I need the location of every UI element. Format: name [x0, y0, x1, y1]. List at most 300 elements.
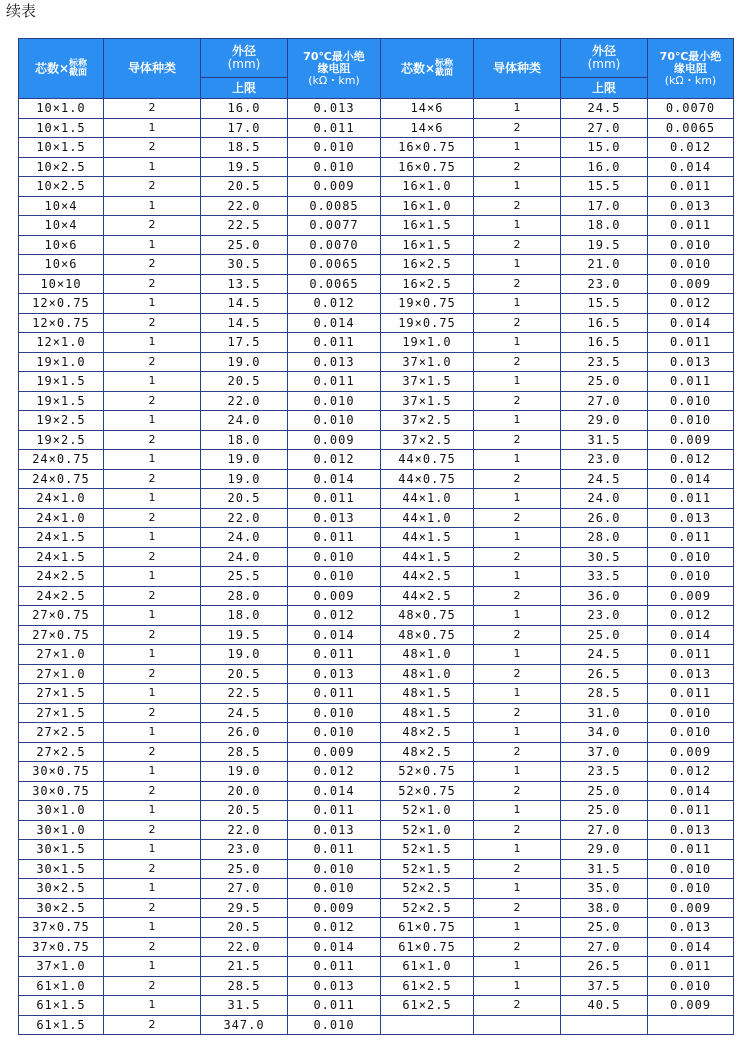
right-cell: 2 [474, 859, 561, 879]
header-spec: 芯数×标称 截面 [19, 39, 104, 99]
left-cell: 2 [104, 859, 201, 879]
left-cell: 1 [104, 528, 201, 548]
right-cell: 1 [474, 801, 561, 821]
table-row [19, 450, 734, 470]
table-row [19, 684, 734, 704]
left-cell: 20.0 [201, 781, 288, 801]
left-cell: 1 [104, 606, 201, 626]
right-cell: 52×2.5 [381, 898, 474, 918]
right-cell: 1 [474, 723, 561, 743]
left-cell: 14.5 [201, 313, 288, 333]
left-cell: 0.012 [288, 762, 381, 782]
right-cell: 2 [474, 274, 561, 294]
left-cell: 1 [104, 118, 201, 138]
right-cell: 25.0 [561, 801, 648, 821]
right-cell: 15.5 [561, 294, 648, 314]
header-spec-right: 芯数×标称 截面 [381, 39, 474, 99]
right-cell: 0.0070 [648, 99, 734, 119]
table-row [19, 99, 734, 119]
table-row [19, 235, 734, 255]
left-cell: 30.5 [201, 255, 288, 275]
left-cell: 17.0 [201, 118, 288, 138]
right-cell: 27.0 [561, 391, 648, 411]
left-cell: 0.009 [288, 742, 381, 762]
left-cell: 27×0.75 [19, 606, 104, 626]
right-cell: 1 [474, 489, 561, 509]
right-cell: 25.0 [561, 625, 648, 645]
left-cell: 0.013 [288, 352, 381, 372]
left-cell: 19×1.5 [19, 391, 104, 411]
right-cell: 44×2.5 [381, 567, 474, 587]
table-row [19, 411, 734, 431]
right-cell: 1 [474, 918, 561, 938]
left-cell: 18.5 [201, 138, 288, 158]
left-cell: 347.0 [201, 1015, 288, 1035]
right-cell [561, 1015, 648, 1035]
left-cell: 30×1.0 [19, 820, 104, 840]
left-cell: 0.010 [288, 723, 381, 743]
right-cell: 21.0 [561, 255, 648, 275]
right-cell: 44×1.5 [381, 547, 474, 567]
left-cell: 0.0070 [288, 235, 381, 255]
table-row [19, 664, 734, 684]
right-cell: 28.0 [561, 528, 648, 548]
header-ir-right: 70℃最小绝 缘电阻 (kΩ・km) [648, 39, 734, 99]
left-cell: 0.010 [288, 879, 381, 899]
right-cell: 48×1.5 [381, 684, 474, 704]
right-cell: 0.010 [648, 567, 734, 587]
left-cell: 2 [104, 138, 201, 158]
right-cell: 0.012 [648, 762, 734, 782]
table-row [19, 274, 734, 294]
left-cell: 0.010 [288, 703, 381, 723]
right-cell: 0.009 [648, 742, 734, 762]
right-cell: 1 [474, 99, 561, 119]
right-cell: 19×1.0 [381, 333, 474, 353]
left-cell: 0.010 [288, 391, 381, 411]
right-cell: 0.013 [648, 918, 734, 938]
left-cell: 19.5 [201, 625, 288, 645]
right-cell: 16×1.0 [381, 196, 474, 216]
table-row [19, 352, 734, 372]
right-cell: 48×1.0 [381, 664, 474, 684]
right-cell: 0.011 [648, 840, 734, 860]
right-cell: 2 [474, 742, 561, 762]
right-cell: 35.0 [561, 879, 648, 899]
left-cell: 1 [104, 762, 201, 782]
left-cell: 1 [104, 723, 201, 743]
left-cell: 24×1.5 [19, 547, 104, 567]
left-cell: 22.0 [201, 508, 288, 528]
left-cell: 0.012 [288, 294, 381, 314]
header-od-right: 外径 (mm) [561, 39, 648, 78]
left-cell: 0.013 [288, 99, 381, 119]
left-cell: 27×1.0 [19, 664, 104, 684]
right-cell: 2 [474, 898, 561, 918]
left-cell: 19.0 [201, 450, 288, 470]
left-cell: 1 [104, 684, 201, 704]
right-cell: 0.011 [648, 645, 734, 665]
right-cell: 0.014 [648, 781, 734, 801]
table-row [19, 723, 734, 743]
left-cell: 22.0 [201, 820, 288, 840]
right-cell: 34.0 [561, 723, 648, 743]
right-cell: 16×0.75 [381, 157, 474, 177]
right-cell: 0.012 [648, 294, 734, 314]
right-cell: 31.5 [561, 430, 648, 450]
table-row [19, 937, 734, 957]
left-cell: 0.011 [288, 684, 381, 704]
table-row [19, 762, 734, 782]
right-cell [381, 1015, 474, 1035]
right-cell: 52×1.0 [381, 801, 474, 821]
table-row [19, 859, 734, 879]
right-cell: 0.010 [648, 255, 734, 275]
left-cell: 0.010 [288, 157, 381, 177]
right-cell: 1 [474, 177, 561, 197]
table-row [19, 372, 734, 392]
left-cell: 1 [104, 196, 201, 216]
right-cell: 2 [474, 820, 561, 840]
left-cell: 16.0 [201, 99, 288, 119]
right-cell: 52×1.0 [381, 820, 474, 840]
right-cell: 37×2.5 [381, 430, 474, 450]
left-cell: 24×1.0 [19, 489, 104, 509]
left-cell: 1 [104, 567, 201, 587]
left-cell: 0.010 [288, 1015, 381, 1035]
left-cell: 2 [104, 937, 201, 957]
right-cell: 1 [474, 216, 561, 236]
right-cell: 19×0.75 [381, 313, 474, 333]
left-cell: 26.0 [201, 723, 288, 743]
right-cell: 16.5 [561, 313, 648, 333]
right-cell: 48×2.5 [381, 723, 474, 743]
left-cell: 30×0.75 [19, 781, 104, 801]
left-cell: 24×0.75 [19, 450, 104, 470]
left-cell: 25.5 [201, 567, 288, 587]
right-cell: 1 [474, 606, 561, 626]
left-cell: 0.010 [288, 547, 381, 567]
left-cell: 27×2.5 [19, 742, 104, 762]
left-cell: 0.009 [288, 177, 381, 197]
right-cell: 0.010 [648, 879, 734, 899]
left-cell: 2 [104, 976, 201, 996]
left-cell: 22.5 [201, 216, 288, 236]
right-cell: 1 [474, 957, 561, 977]
right-cell: 16×0.75 [381, 138, 474, 158]
table-row [19, 508, 734, 528]
left-cell: 0.011 [288, 528, 381, 548]
left-cell: 0.014 [288, 781, 381, 801]
left-cell: 13.5 [201, 274, 288, 294]
right-cell: 0.011 [648, 489, 734, 509]
table-row [19, 118, 734, 138]
left-cell: 1 [104, 996, 201, 1016]
right-cell: 24.5 [561, 645, 648, 665]
left-cell: 30×1.5 [19, 840, 104, 860]
table-row [19, 255, 734, 275]
right-cell: 0.009 [648, 430, 734, 450]
table-row [19, 489, 734, 509]
left-cell: 0.010 [288, 411, 381, 431]
right-cell: 52×1.5 [381, 859, 474, 879]
right-cell: 16×1.5 [381, 216, 474, 236]
table-row [19, 976, 734, 996]
left-cell: 25.0 [201, 235, 288, 255]
table-row [19, 430, 734, 450]
right-cell: 23.5 [561, 762, 648, 782]
right-cell: 2 [474, 781, 561, 801]
right-cell: 0.009 [648, 274, 734, 294]
left-cell: 24.5 [201, 703, 288, 723]
right-cell: 52×0.75 [381, 781, 474, 801]
left-cell: 0.014 [288, 469, 381, 489]
left-cell: 19.5 [201, 157, 288, 177]
left-cell: 37×0.75 [19, 918, 104, 938]
header-ir: 70℃最小绝 缘电阻 (kΩ・km) [288, 39, 381, 99]
table-row [19, 528, 734, 548]
table-row [19, 567, 734, 587]
left-cell: 19×2.5 [19, 430, 104, 450]
right-cell: 44×0.75 [381, 469, 474, 489]
header-od: 外径 (mm) [201, 39, 288, 78]
table-row [19, 606, 734, 626]
right-cell: 40.5 [561, 996, 648, 1016]
right-cell: 48×0.75 [381, 625, 474, 645]
left-cell: 0.012 [288, 918, 381, 938]
left-cell: 30×0.75 [19, 762, 104, 782]
left-cell: 27×1.0 [19, 645, 104, 665]
left-cell: 12×0.75 [19, 294, 104, 314]
left-cell: 21.5 [201, 957, 288, 977]
right-cell: 0.014 [648, 937, 734, 957]
left-cell: 24×1.0 [19, 508, 104, 528]
left-cell: 2 [104, 820, 201, 840]
left-cell: 0.014 [288, 937, 381, 957]
right-cell: 1 [474, 528, 561, 548]
left-cell: 0.014 [288, 313, 381, 333]
right-cell: 2 [474, 196, 561, 216]
right-cell: 0.009 [648, 586, 734, 606]
left-cell: 20.5 [201, 372, 288, 392]
right-cell: 48×1.5 [381, 703, 474, 723]
table-row [19, 918, 734, 938]
left-cell: 10×6 [19, 235, 104, 255]
left-cell: 10×1.5 [19, 118, 104, 138]
left-cell: 1 [104, 840, 201, 860]
left-cell: 0.0085 [288, 196, 381, 216]
left-cell: 2 [104, 274, 201, 294]
right-cell: 48×1.0 [381, 645, 474, 665]
left-cell: 0.011 [288, 840, 381, 860]
left-cell: 29.5 [201, 898, 288, 918]
right-cell: 18.0 [561, 216, 648, 236]
right-cell: 0.010 [648, 411, 734, 431]
left-cell: 2 [104, 1015, 201, 1035]
right-cell [474, 1015, 561, 1035]
right-cell: 2 [474, 430, 561, 450]
right-cell: 0.010 [648, 547, 734, 567]
left-cell: 24×2.5 [19, 586, 104, 606]
left-cell: 14.5 [201, 294, 288, 314]
left-cell: 27×0.75 [19, 625, 104, 645]
left-cell: 1 [104, 235, 201, 255]
right-cell: 26.5 [561, 957, 648, 977]
left-cell: 0.011 [288, 489, 381, 509]
left-cell: 61×1.0 [19, 976, 104, 996]
left-cell: 10×1.0 [19, 99, 104, 119]
left-cell: 30×1.5 [19, 859, 104, 879]
right-cell: 44×1.0 [381, 508, 474, 528]
left-cell: 12×1.0 [19, 333, 104, 353]
right-cell: 0.011 [648, 333, 734, 353]
left-cell: 1 [104, 957, 201, 977]
table-row [19, 196, 734, 216]
right-cell: 25.0 [561, 918, 648, 938]
right-cell: 16×2.5 [381, 255, 474, 275]
left-cell: 28.5 [201, 742, 288, 762]
right-cell: 16.0 [561, 157, 648, 177]
table-row [19, 703, 734, 723]
table-body [19, 99, 734, 1035]
right-cell: 2 [474, 625, 561, 645]
left-cell: 22.0 [201, 391, 288, 411]
right-cell: 0.0065 [648, 118, 734, 138]
left-cell: 22.5 [201, 684, 288, 704]
header-type-right: 导体种类 [474, 39, 561, 99]
left-cell: 27.0 [201, 879, 288, 899]
right-cell: 61×1.0 [381, 957, 474, 977]
left-cell: 31.5 [201, 996, 288, 1016]
left-cell: 2 [104, 898, 201, 918]
left-cell: 23.0 [201, 840, 288, 860]
right-cell: 0.011 [648, 957, 734, 977]
right-cell: 33.5 [561, 567, 648, 587]
right-cell: 29.0 [561, 411, 648, 431]
table-row [19, 294, 734, 314]
left-cell: 10×1.5 [19, 138, 104, 158]
right-cell: 1 [474, 333, 561, 353]
left-cell: 30×2.5 [19, 898, 104, 918]
right-cell: 52×2.5 [381, 879, 474, 899]
left-cell: 17.5 [201, 333, 288, 353]
table-row [19, 313, 734, 333]
right-cell: 52×1.5 [381, 840, 474, 860]
right-cell: 25.0 [561, 781, 648, 801]
left-cell: 27×1.5 [19, 703, 104, 723]
right-cell: 15.5 [561, 177, 648, 197]
right-cell: 44×1.0 [381, 489, 474, 509]
right-cell: 0.010 [648, 703, 734, 723]
left-cell: 2 [104, 313, 201, 333]
left-cell: 0.013 [288, 664, 381, 684]
right-cell: 16×2.5 [381, 274, 474, 294]
table-row [19, 625, 734, 645]
right-cell: 27.0 [561, 118, 648, 138]
right-cell: 17.0 [561, 196, 648, 216]
header-type: 导体种类 [104, 39, 201, 99]
right-cell: 1 [474, 411, 561, 431]
right-cell: 61×2.5 [381, 996, 474, 1016]
left-cell: 2 [104, 703, 201, 723]
right-cell: 0.011 [648, 528, 734, 548]
right-cell: 37×2.5 [381, 411, 474, 431]
right-cell: 1 [474, 840, 561, 860]
right-cell: 0.014 [648, 157, 734, 177]
right-cell: 29.0 [561, 840, 648, 860]
right-cell: 31.0 [561, 703, 648, 723]
left-cell: 1 [104, 372, 201, 392]
right-cell: 48×2.5 [381, 742, 474, 762]
right-cell: 0.013 [648, 196, 734, 216]
header-od-sub: 上限 [201, 78, 288, 99]
left-cell: 19×2.5 [19, 411, 104, 431]
right-cell: 2 [474, 469, 561, 489]
right-cell: 31.5 [561, 859, 648, 879]
left-cell: 10×4 [19, 196, 104, 216]
left-cell: 28.5 [201, 976, 288, 996]
right-cell: 37.5 [561, 976, 648, 996]
left-cell: 1 [104, 801, 201, 821]
left-cell: 2 [104, 625, 201, 645]
left-cell: 0.013 [288, 976, 381, 996]
left-cell: 2 [104, 547, 201, 567]
left-cell: 2 [104, 430, 201, 450]
left-cell: 24×2.5 [19, 567, 104, 587]
left-cell: 1 [104, 489, 201, 509]
left-cell: 10×4 [19, 216, 104, 236]
right-cell: 26.5 [561, 664, 648, 684]
table-row [19, 469, 734, 489]
right-cell: 30.5 [561, 547, 648, 567]
right-cell: 2 [474, 313, 561, 333]
right-cell: 61×2.5 [381, 976, 474, 996]
right-cell: 0.013 [648, 352, 734, 372]
right-cell: 27.0 [561, 937, 648, 957]
right-cell: 19.5 [561, 235, 648, 255]
left-cell: 24.0 [201, 547, 288, 567]
left-cell: 25.0 [201, 859, 288, 879]
left-cell: 10×6 [19, 255, 104, 275]
left-cell: 0.011 [288, 333, 381, 353]
right-cell: 0.011 [648, 801, 734, 821]
table-row [19, 801, 734, 821]
table-row [19, 177, 734, 197]
left-cell: 2 [104, 664, 201, 684]
left-cell: 0.009 [288, 898, 381, 918]
right-cell: 2 [474, 118, 561, 138]
right-cell: 2 [474, 664, 561, 684]
left-cell: 2 [104, 177, 201, 197]
left-cell: 0.009 [288, 430, 381, 450]
left-cell: 10×2.5 [19, 157, 104, 177]
right-cell: 14×6 [381, 118, 474, 138]
left-cell: 24×1.5 [19, 528, 104, 548]
left-cell: 0.010 [288, 567, 381, 587]
right-cell: 1 [474, 138, 561, 158]
right-cell: 2 [474, 235, 561, 255]
left-cell: 1 [104, 918, 201, 938]
left-cell: 18.0 [201, 606, 288, 626]
table-row [19, 879, 734, 899]
left-cell: 20.5 [201, 801, 288, 821]
left-cell: 20.5 [201, 664, 288, 684]
left-cell: 0.014 [288, 625, 381, 645]
right-cell: 1 [474, 567, 561, 587]
right-cell: 0.014 [648, 313, 734, 333]
left-cell: 10×2.5 [19, 177, 104, 197]
right-cell: 1 [474, 645, 561, 665]
